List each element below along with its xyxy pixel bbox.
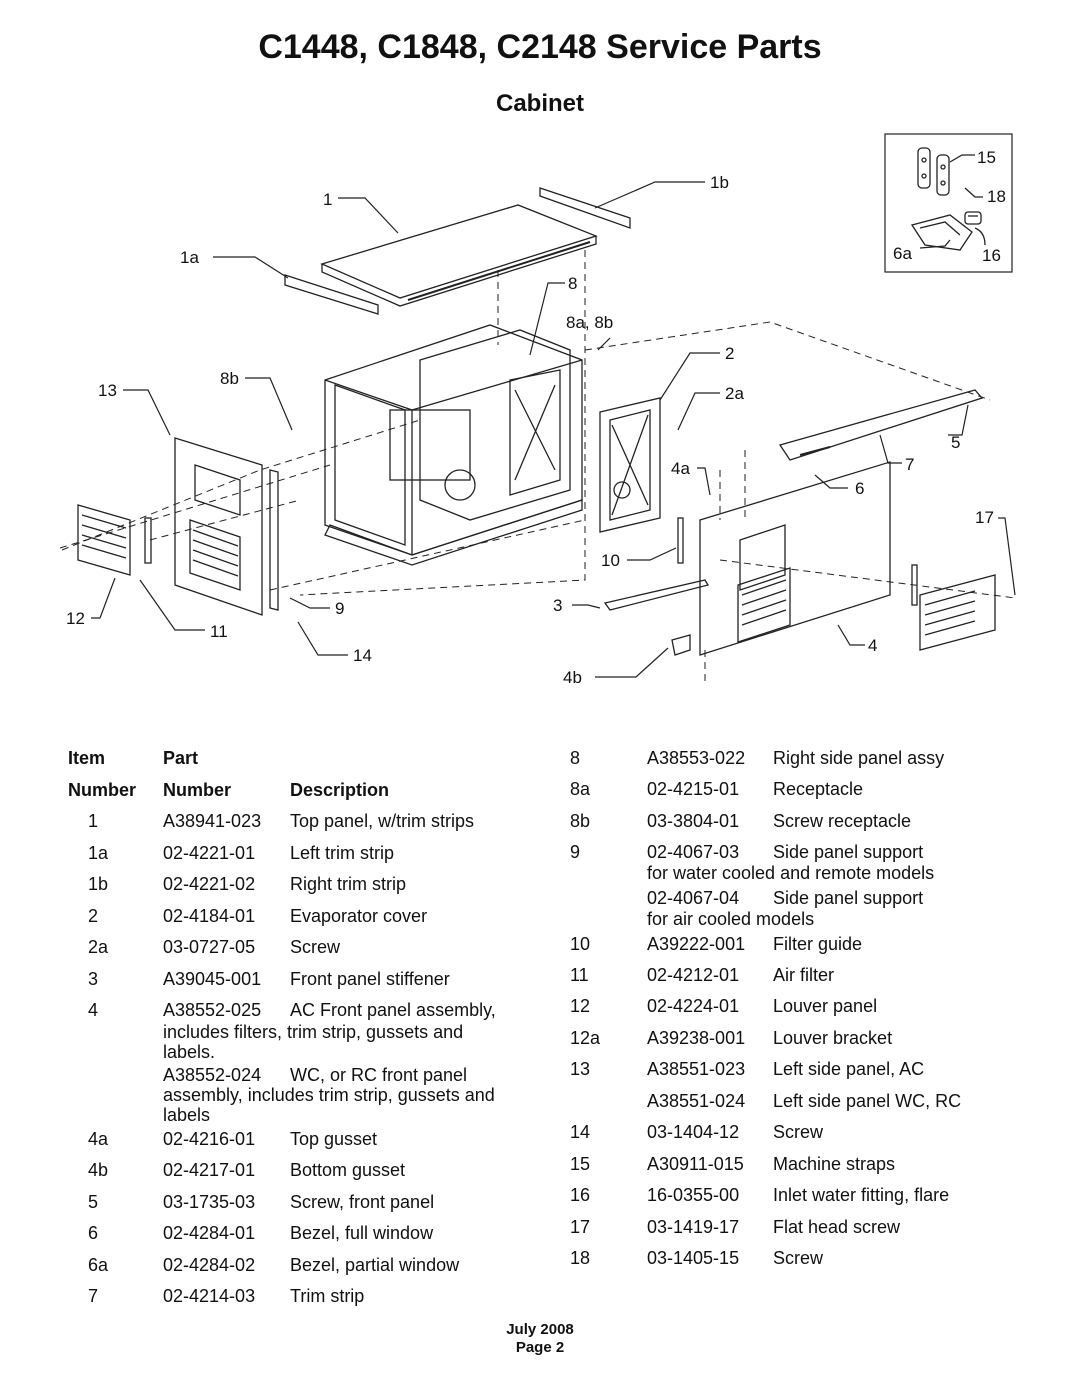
part-number-cell: 03-1404-12 [647, 1122, 740, 1142]
item-number-cell: 1a [88, 843, 109, 863]
description-cell: Front panel stiffener [290, 969, 450, 989]
part-number-cell: 03-0727-05 [163, 937, 256, 957]
part-number-cell: 02-4284-01 [163, 1223, 256, 1243]
description-cell: Top gusset [290, 1129, 378, 1149]
description-cell: Left side panel, AC [773, 1059, 925, 1079]
callout-8b: 8b [220, 369, 239, 388]
item-number-cell: 8 [570, 748, 581, 768]
item-number-cell: 13 [570, 1059, 591, 1079]
description-cell: Right trim strip [290, 874, 407, 894]
description-cell: Filter guide [773, 934, 863, 954]
row-continuation: for air cooled models [647, 909, 815, 929]
callout-12: 12 [66, 609, 85, 628]
row-continuation: assembly, includes trim strip, gussets and [163, 1085, 495, 1105]
description-cell: Screw [290, 937, 341, 957]
part-number-cell: 03-1405-15 [647, 1248, 740, 1268]
callout-2a: 2a [725, 384, 744, 403]
description-cell: Top panel, w/trim strips [290, 811, 475, 831]
description-cell: Louver panel [773, 996, 878, 1016]
part-number-cell: A39238-001 [647, 1028, 746, 1048]
item-number-cell: 16 [570, 1185, 591, 1205]
callout-9: 9 [335, 599, 345, 618]
description-cell: Bezel, full window [290, 1223, 434, 1243]
callout-2: 2 [725, 344, 735, 363]
description-cell: Side panel support [773, 888, 924, 908]
item-number-cell: 10 [570, 934, 591, 954]
item-number-cell: 4 [88, 1000, 99, 1020]
callout-3: 3 [553, 596, 563, 615]
description-cell: Screw [773, 1248, 824, 1268]
item-number-cell: 1b [88, 874, 109, 894]
callout-7: 7 [905, 455, 915, 474]
callout-5: 5 [951, 433, 961, 452]
part-number-cell: A30911-015 [647, 1154, 744, 1174]
part-number-cell: 02-4284-02 [163, 1255, 256, 1275]
part-number-cell: A38941-023 [163, 811, 262, 831]
part-number-cell: 02-4217-01 [163, 1160, 256, 1180]
page-title: C1448, C1848, C2148 Service Parts [258, 28, 822, 66]
row-continuation: for water cooled and remote models [647, 863, 935, 883]
description-cell: Air filter [773, 965, 835, 985]
bezel-partial-icon [912, 215, 972, 250]
header-part: Part [163, 748, 199, 768]
part-number-cell: 16-0355-00 [647, 1185, 740, 1205]
description-cell: Evaporator cover [290, 906, 428, 926]
part-number-cell: 02-4216-01 [163, 1129, 256, 1149]
description-cell: Right side panel assy [773, 748, 945, 768]
part-number-cell: 02-4214-03 [163, 1286, 256, 1306]
part-number-cell: 02-4224-01 [647, 996, 740, 1016]
item-number-cell: 8a [570, 779, 591, 799]
item-number-cell: 4b [88, 1160, 109, 1180]
callout-4: 4 [868, 636, 878, 655]
callout-17: 17 [975, 508, 994, 527]
part-number-cell: 02-4067-03 [647, 842, 740, 862]
part-number-cell: 02-4067-04 [647, 888, 740, 908]
description-cell: Bezel, partial window [290, 1255, 460, 1275]
part-number-cell: A38553-022 [647, 748, 746, 768]
item-number-cell: 2 [88, 906, 99, 926]
item-number-cell: 7 [88, 1286, 99, 1306]
footer-page-number: Page 2 [515, 1339, 565, 1356]
right-louver-icon [912, 565, 995, 650]
description-cell: Machine straps [773, 1154, 896, 1174]
callout-4a: 4a [671, 459, 690, 478]
item-number-cell: 2a [88, 937, 109, 957]
row-continuation: labels [163, 1105, 211, 1125]
exploded-cabinet-diagram [0, 125, 1080, 700]
item-number-cell: 17 [570, 1217, 591, 1237]
header-part-number: Number [163, 780, 232, 800]
description-cell: Screw, front panel [290, 1192, 435, 1212]
part-number-cell: A39045-001 [163, 969, 262, 989]
callout-14: 14 [353, 646, 372, 665]
callout-6a: 6a [893, 244, 912, 263]
callout-13: 13 [98, 381, 117, 400]
section-title: Cabinet [495, 90, 584, 117]
item-number-cell: 14 [570, 1122, 591, 1142]
item-number-cell: 8b [570, 811, 591, 831]
callout-1b: 1b [710, 173, 729, 192]
left-louver-icon [78, 505, 151, 575]
description-cell: AC Front panel assembly, [290, 1000, 496, 1020]
item-number-cell: 1 [88, 811, 99, 831]
callout-8a-8b: 8a, 8b [566, 313, 614, 332]
part-number-cell: A38552-024 [163, 1065, 262, 1085]
callout-6: 6 [855, 479, 865, 498]
description-cell: Trim strip [290, 1286, 365, 1306]
description-cell: Side panel support [773, 842, 924, 862]
description-cell: Bottom gusset [290, 1160, 406, 1180]
item-number-cell: 15 [570, 1154, 591, 1174]
item-number-cell: 12a [570, 1028, 601, 1048]
callout-10: 10 [601, 551, 620, 570]
description-cell: Screw receptacle [773, 811, 912, 831]
callout-15: 15 [977, 148, 996, 167]
description-cell: Left side panel WC, RC [773, 1091, 962, 1111]
item-number-cell: 9 [570, 842, 581, 862]
inlet-fitting-icon [965, 212, 981, 224]
part-number-cell: A38552-025 [163, 1000, 262, 1020]
description-cell: Screw [773, 1122, 824, 1142]
item-number-cell: 3 [88, 969, 99, 989]
part-number-cell: 02-4184-01 [163, 906, 256, 926]
item-number-cell: 5 [88, 1192, 99, 1212]
evaporator-cover-icon [600, 398, 660, 532]
part-number-cell: 02-4215-01 [647, 779, 740, 799]
item-number-cell: 12 [570, 996, 591, 1016]
part-number-cell: 02-4221-02 [163, 874, 256, 894]
part-number-cell: 03-1419-17 [647, 1217, 740, 1237]
machine-straps-icon [918, 148, 949, 195]
page-footer [0, 1321, 1080, 1357]
callout-4b: 4b [563, 668, 582, 687]
part-number-cell: 03-3804-01 [647, 811, 740, 831]
part-number-cell: 02-4221-01 [163, 843, 256, 863]
description-cell: Receptacle [773, 779, 864, 799]
description-cell: WC, or RC front panel [290, 1065, 468, 1085]
description-cell: Flat head screw [773, 1217, 901, 1237]
part-number-cell: A38551-024 [647, 1091, 746, 1111]
item-number-cell: 4a [88, 1129, 109, 1149]
item-number-cell: 11 [570, 965, 589, 985]
part-number-cell: 03-1735-03 [163, 1192, 256, 1212]
callout-16: 16 [982, 246, 1001, 265]
header-item: Item [68, 748, 106, 768]
description-cell: Louver bracket [773, 1028, 893, 1048]
callout-1: 1 [323, 190, 333, 209]
row-continuation: includes filters, trim strip, gussets and [163, 1022, 464, 1042]
part-number-cell: A39222-001 [647, 934, 746, 954]
header-item-number: Number [68, 780, 137, 800]
description-cell: Left trim strip [290, 843, 395, 863]
row-continuation: labels. [163, 1042, 216, 1062]
item-number-cell: 6 [88, 1223, 99, 1243]
callout-1a: 1a [180, 248, 199, 267]
callout-18: 18 [987, 187, 1006, 206]
callout-11: 11 [210, 622, 228, 641]
left-side-panel-icon [175, 438, 278, 615]
item-number-cell: 18 [570, 1248, 591, 1268]
part-number-cell: 02-4212-01 [647, 965, 740, 985]
top-panel-icon [322, 205, 596, 306]
footer-date: July 2008 [506, 1321, 574, 1338]
part-number-cell: A38551-023 [647, 1059, 746, 1079]
description-cell: Inlet water fitting, flare [773, 1185, 950, 1205]
callout-8: 8 [568, 274, 578, 293]
item-number-cell: 6a [88, 1255, 109, 1275]
header-description: Description [290, 780, 390, 800]
